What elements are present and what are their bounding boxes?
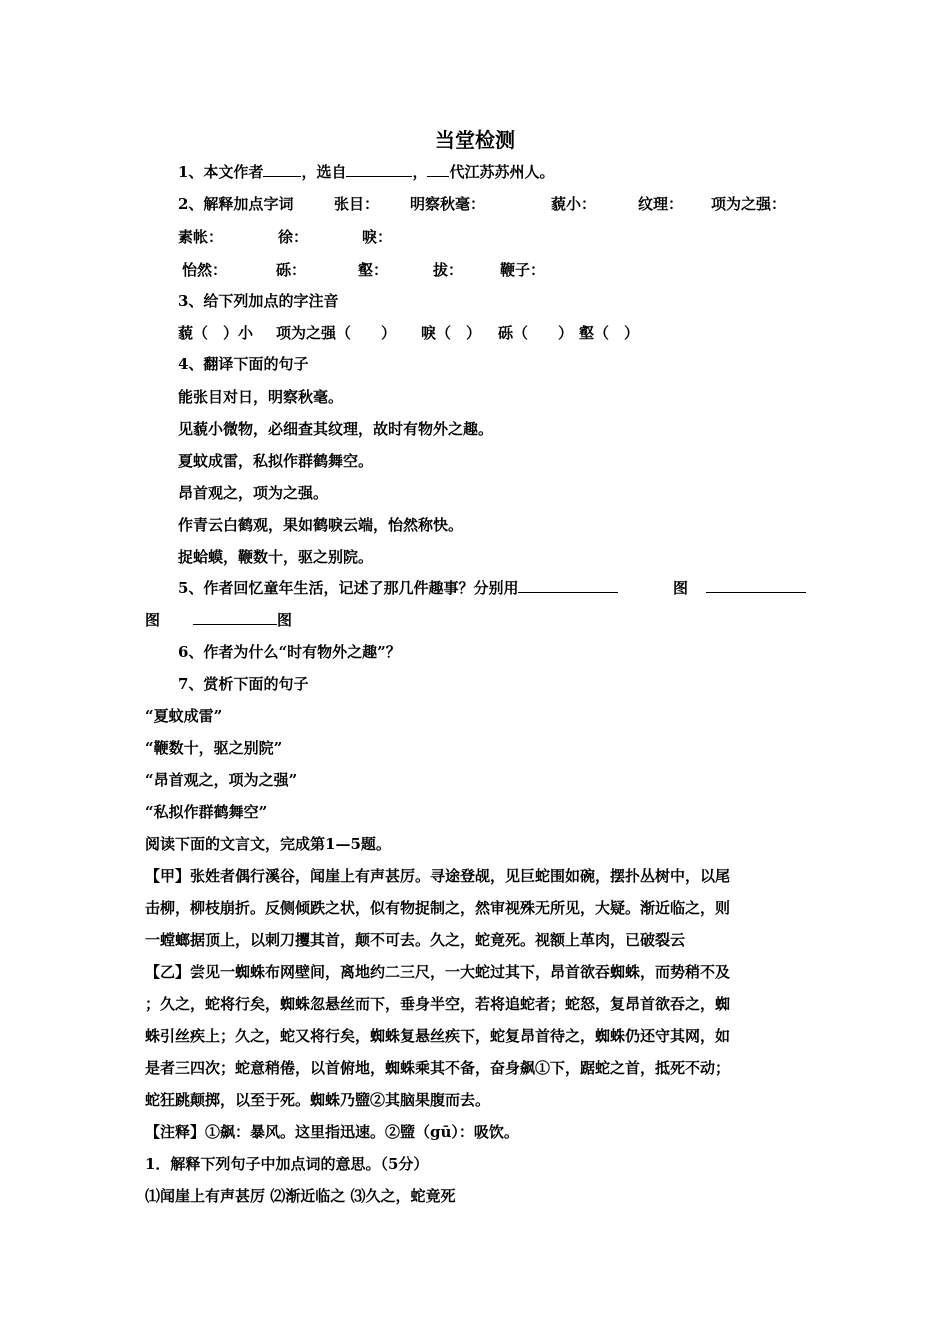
q5-label: 图 [145,611,161,629]
quote: “私拟作群鹤舞空” [145,803,268,821]
term: 壑： [358,261,389,279]
blank[interactable] [346,162,412,177]
question-4: 4、翻译下面的句子 [178,355,309,373]
passage-yi-line: ；久之，蛇将行矣，蜘蛛忽悬丝而下，垂身半空，若将追蛇者；蛇怒，复昂首欲吞之，蜘 [145,995,731,1013]
passage-yi-line: 【乙】尝见一蜘蛛布网壁间，离地约二三尺，一大蛇过其下，昂首欲吞蜘蛛，而势稍不及 [145,963,731,981]
passage-yi-line: 蛛引丝疾上；久之，蛇又将行矣，蜘蛛复悬丝疾下，蛇复昂首待之，蜘蛛仍还守其网，如 [145,1027,731,1045]
question-2: 2、解释加点字词 [178,195,294,213]
term: 唳： [362,228,393,246]
sentence: 捉蛤蟆，鞭数十，驱之别院。 [178,548,374,566]
term: 藐小： [551,195,597,213]
blank[interactable] [427,162,449,177]
exercise-1-items: ⑴闻崖上有声甚厉 ⑵渐近临之 ⑶久之，蛇竟死 [145,1187,456,1205]
q1-text: 1、本文作者 [178,163,264,181]
q1-text: ，选自 [301,163,347,181]
blank[interactable] [518,578,618,593]
q5-label: 图 [673,579,689,597]
quote: “昂首观之，项为之强” [145,771,298,789]
q5-blank-line [706,578,806,598]
q5-blank-line [193,610,292,630]
q5-text: 5、作者回忆童年生活，记述了那几件趣事？分别用 [178,579,519,597]
term: 项为之强： [711,195,787,213]
passage-yi-line: 是者三四次；蛇意稍倦，以首俯地，蜘蛛乘其不备，奋身飙①下，踞蛇之首，抵死不动； [145,1059,731,1077]
question-7: 7、赏析下面的句子 [178,675,309,693]
question-6: 6、作者为什么“时有物外之趣”？ [178,643,401,661]
term: 怡然： [182,261,228,279]
term: 明察秋毫： [410,195,486,213]
sentence: 作青云白鹤观，果如鹤唳云端，怡然称快。 [178,516,464,534]
sentence: 昂首观之，项为之强。 [178,484,329,502]
pinyin-item: 项为之强（ ） [276,324,397,342]
pinyin-item: 壑（ ） [579,324,640,342]
pinyin-item: 砾（ ） [498,324,574,342]
exercise-1: 1．解释下列句子中加点词的意思。（5分） [145,1155,429,1173]
passage-yi-line: 蛇狂跳颠掷，以至于死。蜘蛛乃盬②其脑果腹而去。 [145,1091,491,1109]
term: 拔： [433,261,464,279]
q1-text: ， [412,163,428,181]
quote: “鞭数十，驱之别院” [145,739,283,757]
passage-jia-line: 击柳，柳枝崩折。反侧倾跌之状，似有物捉制之，然审视殊无所见，大疑。渐近临之，则 [145,899,731,917]
sentence: 能张目对日，明察秋毫。 [178,388,344,406]
blank[interactable] [263,162,301,177]
term: 纹理： [638,195,684,213]
annotation: 【注释】①飙：暴风。这里指迅速。②盬（gū）：吸饮。 [145,1123,519,1141]
pinyin-item: 藐（ ）小 [178,324,254,342]
blank[interactable] [193,610,277,625]
passage-jia-line: 【甲】张姓者偶行溪谷，闻崖上有声甚厉。寻途登觇，见巨蛇围如碗，摆扑丛树中，以尾 [145,867,731,885]
term: 张目： [334,195,380,213]
term: 徐： [278,228,309,246]
sentence: 见藐小微物，必细查其纹理，故时有物外之趣。 [178,420,494,438]
term: 鞭子： [500,261,546,279]
sentence: 夏蚊成雷，私拟作群鹤舞空。 [178,452,374,470]
question-1 [178,162,555,182]
term: 砾： [276,261,307,279]
pinyin-item: 唳（ ） [421,324,482,342]
question-5 [178,578,618,598]
page-title: 当堂检测 [435,128,515,152]
q5-label: 图 [277,611,293,629]
passage-jia-line: 一螳螂据顶上，以刺刀攫其首，颠不可去。久之，蛇竟死。视额上革肉，已破裂云 [145,931,686,949]
question-3: 3、给下列加点的字注音 [178,292,339,310]
quote: “夏蚊成雷” [145,707,223,725]
term: 素帐： [178,228,224,246]
blank[interactable] [706,578,806,593]
reading-instruction: 阅读下面的文言文，完成第1—5题。 [145,835,391,853]
q1-text: 代江苏苏州人。 [449,163,555,181]
